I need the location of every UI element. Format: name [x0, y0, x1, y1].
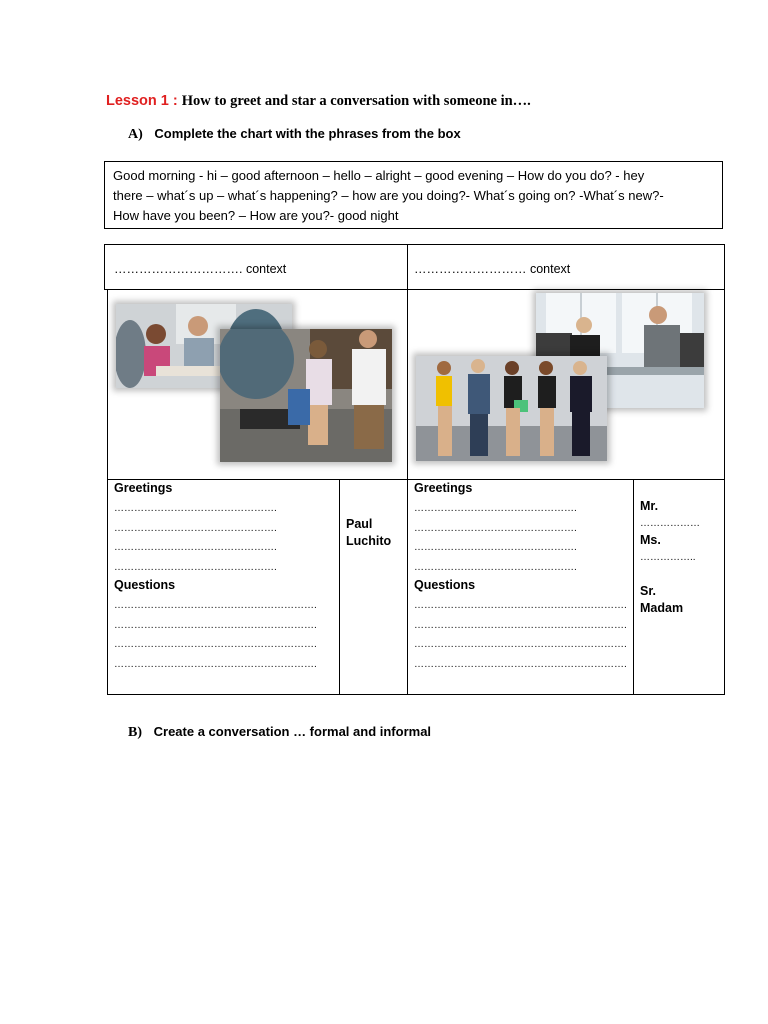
- section-a-letter: A): [128, 127, 143, 142]
- phrase-line: How have you been? – How are you?- good night: [113, 208, 399, 223]
- left-greetings-label: Greetings: [114, 481, 173, 495]
- answer-line[interactable]: ……………………………………………………….: [414, 619, 627, 631]
- title-sr: Sr.: [640, 584, 656, 598]
- answer-line[interactable]: ………………………………………….: [114, 503, 277, 514]
- chart-border-right: [724, 244, 725, 695]
- left-greetings-lines: [114, 499, 336, 577]
- title-mr: Mr.: [640, 499, 659, 513]
- answer-line[interactable]: …………………………………………………….: [114, 658, 317, 670]
- left-names: [346, 516, 391, 550]
- answer-line[interactable]: ……………………………………………………….: [414, 658, 627, 670]
- lesson-title-text: How to greet and star a conversation with someone in….: [181, 93, 531, 109]
- section-a-heading: [128, 126, 461, 143]
- friends-hugging-photo: [220, 329, 392, 462]
- job-candidates-photo: [416, 356, 607, 461]
- answer-line[interactable]: …………………………………………………….: [114, 619, 317, 631]
- phrase-line: Good morning - hi – good afternoon – hello – alright – good evening – How do you do? - hey: [113, 168, 645, 183]
- answer-line[interactable]: ……………..: [640, 552, 696, 563]
- chart-header-divider: [104, 289, 725, 290]
- chart-border-left: [107, 289, 108, 695]
- answer-line[interactable]: ………………………………………….: [114, 542, 277, 553]
- answer-line[interactable]: ………………: [640, 518, 700, 529]
- right-titles: [640, 498, 720, 617]
- right-context-header: ……………………… context: [414, 262, 571, 276]
- lesson-title: [106, 93, 531, 110]
- name-luchito: Luchito: [346, 534, 392, 548]
- answer-line[interactable]: ………………………………………….: [414, 503, 577, 514]
- section-b-heading: [128, 724, 431, 741]
- phrase-box: [104, 161, 723, 229]
- section-b-text: Create a conversation … formal and informal: [153, 724, 432, 739]
- name-paul: Paul: [346, 517, 373, 531]
- title-ms: Ms.: [640, 533, 661, 547]
- answer-line[interactable]: ……………………………………………………….: [414, 639, 627, 650]
- left-questions-label: Questions: [114, 578, 176, 592]
- chart-border-left-header: [104, 244, 105, 290]
- title-madam: Madam: [640, 601, 684, 615]
- answer-line[interactable]: …………………………………………………….: [114, 600, 317, 611]
- section-a-text: Complete the chart with the phrases from the box: [154, 126, 461, 141]
- answer-line[interactable]: ……………………………………………………….: [414, 600, 627, 611]
- answer-line[interactable]: ………………………………………….: [114, 561, 277, 573]
- chart-border-top: [104, 244, 725, 245]
- right-questions-label: Questions: [414, 578, 476, 592]
- chart-left-name-divider: [339, 479, 340, 695]
- answer-line[interactable]: ………………………………………….: [414, 561, 577, 573]
- right-greetings-lines: [414, 499, 630, 577]
- right-questions-lines: [414, 596, 630, 674]
- right-greetings-label: Greetings: [414, 481, 473, 495]
- phrase-line: there – what´s up – what´s happening? – how are you doing?- What´s going on? -What´s new?-: [113, 188, 664, 203]
- answer-line[interactable]: ………………………………………….: [414, 542, 577, 553]
- left-context-header: …………………………. context: [114, 262, 287, 276]
- answer-line[interactable]: …………………………………………………….: [114, 639, 317, 650]
- lesson-number: Lesson 1 :: [106, 93, 178, 109]
- answer-line[interactable]: ………………………………………….: [114, 522, 277, 534]
- chart-right-title-divider: [633, 479, 634, 695]
- answer-line[interactable]: ………………………………………….: [414, 522, 577, 534]
- section-b-letter: B): [128, 725, 142, 740]
- chart-center-divider: [407, 244, 408, 695]
- left-questions-lines: [114, 596, 336, 674]
